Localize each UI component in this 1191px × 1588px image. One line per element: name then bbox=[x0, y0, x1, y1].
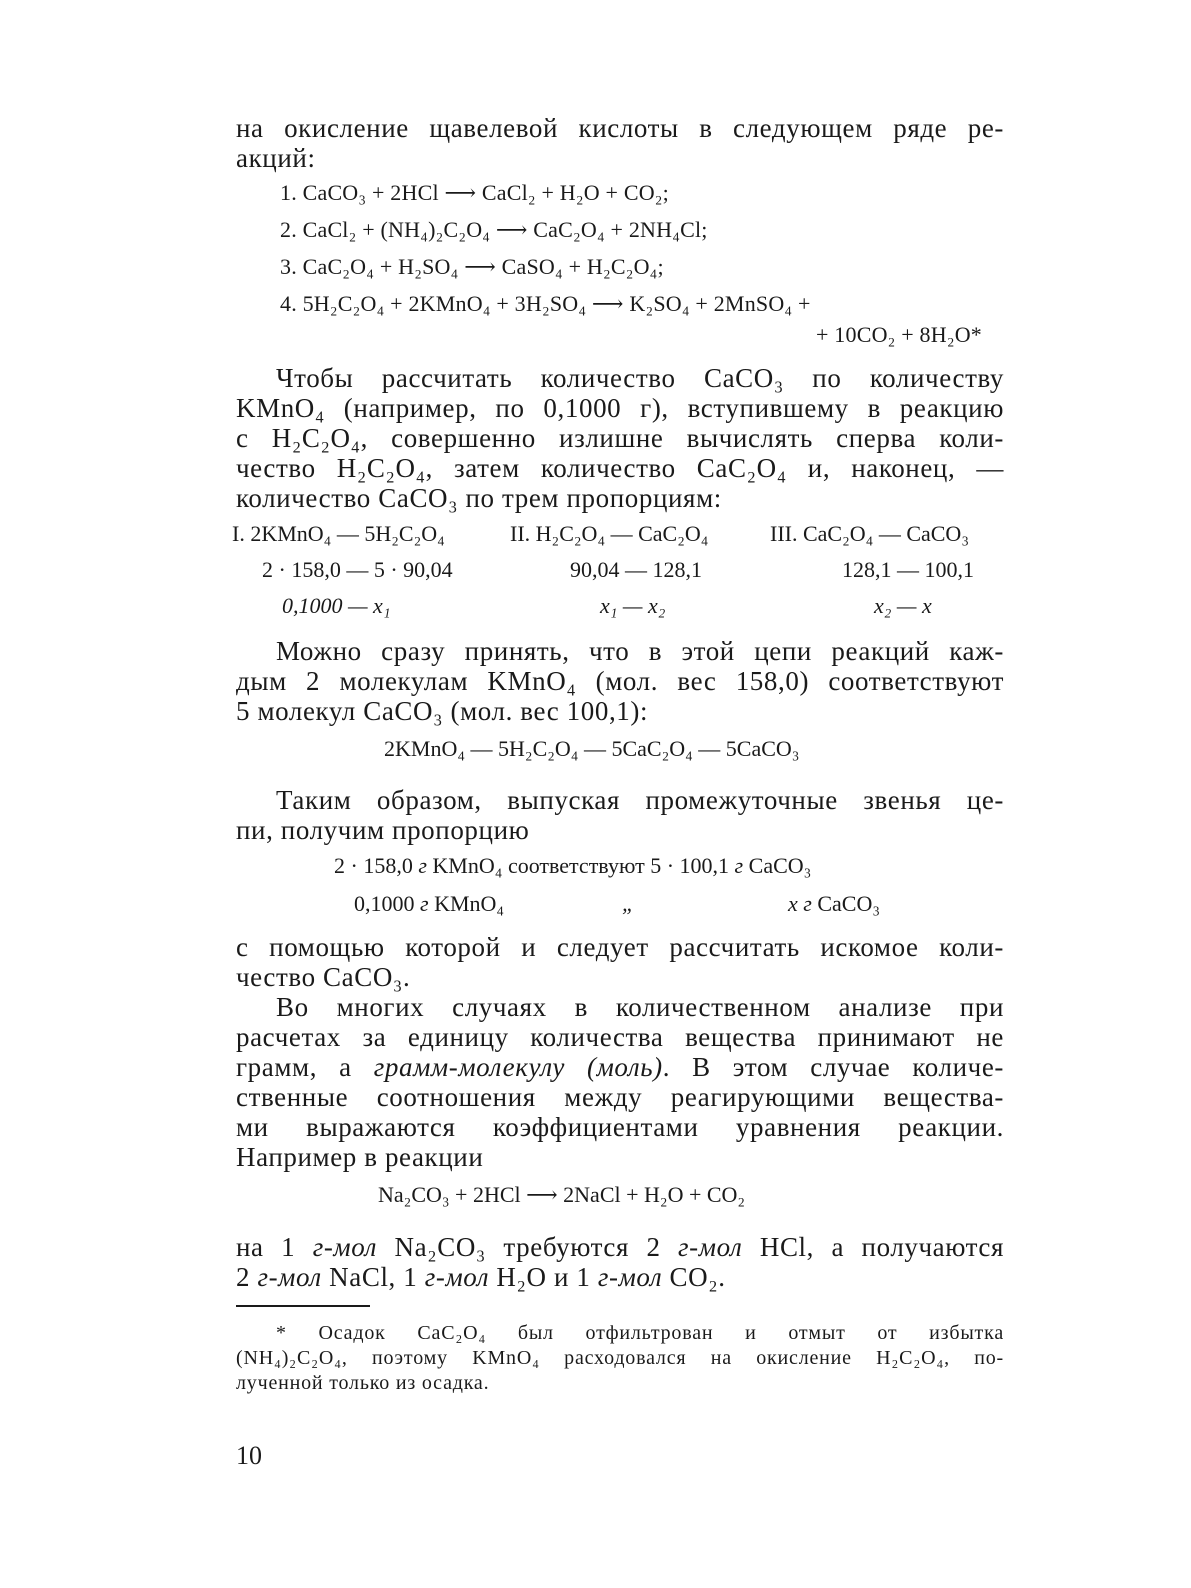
mass-value: 5 · 100,1 bbox=[650, 853, 730, 878]
paragraph-line: с H₂C₂O₄, совершенно излишне вычислять сперва коли- bbox=[236, 423, 1004, 453]
proportion-3-head: III. CaC₂O₄ — CaCO₃ bbox=[770, 521, 969, 546]
paragraph-line bbox=[236, 1232, 1004, 1262]
final-equation: Na₂CO₃ + 2HCl ⟶ 2NaCl + H₂O + CO₂ bbox=[378, 1182, 746, 1207]
unit-gmol: г-мол bbox=[597, 1262, 663, 1292]
mass-value: 0,1000 bbox=[354, 891, 415, 916]
paragraph-line: дым 2 молекулам KMnO₄ (мол. вес 158,0) соответствуют bbox=[236, 666, 1004, 696]
text-run: NaCl, 1 bbox=[321, 1262, 425, 1292]
text-run: . В этом случае количе- bbox=[662, 1052, 1004, 1082]
intro-line: акций: bbox=[236, 143, 316, 173]
substance: KMnO₄ bbox=[432, 853, 503, 878]
proportion-final-row1 bbox=[334, 853, 811, 879]
paragraph-line: ми выражаются коэффициентами уравнения реакции. bbox=[236, 1112, 1004, 1142]
footnote-line: (NH₄)₂C₂O₄, поэтому KMnO₄ расходовался на окисление H₂C₂O₄, по- bbox=[236, 1347, 1004, 1369]
proportion-2-row2: x₁ — x₂ bbox=[600, 593, 666, 618]
unit-gmol: г-мол bbox=[257, 1262, 322, 1292]
text-run: 2 bbox=[236, 1262, 258, 1292]
footnote-divider bbox=[236, 1305, 370, 1307]
mass-value: 2 · 158,0 bbox=[334, 853, 413, 878]
paragraph-line bbox=[236, 1052, 1004, 1082]
reaction-4: 4. 5H₂C₂O₄ + 2KMnO₄ + 3H₂SO₄ ⟶ K₂SO₄ + 2MnSO₄ + bbox=[280, 291, 811, 316]
proportion-2-head: II. H₂C₂O₄ — CaC₂O₄ bbox=[510, 521, 709, 546]
text-run: грамм, а bbox=[236, 1052, 374, 1082]
proportion-1-row1: 2 · 158,0 — 5 · 90,04 bbox=[262, 557, 453, 582]
text-run: HCl, а получаются bbox=[742, 1232, 1005, 1262]
unit-gmol: г-мол bbox=[312, 1232, 378, 1262]
ditto-mark: „ bbox=[622, 891, 635, 916]
paragraph-line: количество CaCO₃ по трем пропорциям: bbox=[236, 483, 722, 513]
proportion-1-head: I. 2KMnO₄ — 5H₂C₂O₄ bbox=[232, 521, 445, 546]
paragraph-line: Можно сразу принять, что в этой цепи реакций каж- bbox=[276, 636, 1004, 666]
paragraph-line: KMnO₄ (например, по 0,1000 г), вступившему в реакцию bbox=[236, 393, 1004, 423]
intro-line: на окисление щавелевой кислоты в следующем ряде ре- bbox=[236, 113, 1004, 143]
proportion-3-row1: 128,1 — 100,1 bbox=[842, 557, 974, 582]
paragraph-3 bbox=[236, 785, 1004, 845]
paragraph-line: с помощью которой и следует рассчитать искомое коли- bbox=[236, 932, 1004, 962]
paragraph-line: чество H₂C₂O₄, затем количество CaC₂O₄ и, наконец, — bbox=[236, 453, 1004, 483]
paragraph-line: Во многих случаях в количественном анализе при bbox=[276, 992, 1004, 1022]
unit-gmol: г-мол bbox=[424, 1262, 490, 1292]
paragraph-line: чество CaCO₃. bbox=[236, 962, 411, 992]
reaction-4-continuation: + 10CO₂ + 8H₂O* bbox=[816, 322, 982, 347]
text-run: H₂O и 1 bbox=[489, 1262, 598, 1292]
paragraph-line: Таким образом, выпуская промежуточные звенья це- bbox=[276, 785, 1004, 815]
paragraph-5 bbox=[236, 992, 1004, 1172]
paragraph-2 bbox=[236, 636, 1004, 726]
substance: KMnO₄ bbox=[434, 891, 505, 916]
paragraph-4 bbox=[236, 932, 1004, 992]
paragraph-line: пи, получим пропорцию bbox=[236, 815, 530, 845]
gram-unit: г bbox=[803, 891, 812, 916]
footnote-line: * Осадок CaC₂O₄ был отфильтрован и отмыт от избытка bbox=[276, 1322, 1004, 1344]
paragraph-line: Чтобы рассчитать количество CaCO₃ по количеству bbox=[276, 363, 1004, 393]
footnote-line: лученной только из осадка. bbox=[236, 1372, 490, 1394]
intro-paragraph bbox=[236, 113, 1004, 173]
unknown-x: x bbox=[788, 891, 798, 916]
reaction-2: 2. CaCl₂ + (NH₄)₂C₂O₄ ⟶ CaC₂O₄ + 2NH₄Cl; bbox=[280, 217, 708, 242]
relation-word: соответствуют bbox=[507, 853, 645, 878]
proportion-1-row2: 0,1000 — x₁ bbox=[282, 593, 391, 618]
paragraph-line: 5 молекул CaCO₃ (мол. вес 100,1): bbox=[236, 696, 649, 726]
paragraph-line: Например в реакции bbox=[236, 1142, 484, 1172]
emphasis-term: грамм-молекулу (моль) bbox=[373, 1052, 663, 1082]
footnote bbox=[236, 1321, 1004, 1396]
substance: CaCO₃ bbox=[817, 891, 881, 916]
text-run: CO₂. bbox=[662, 1262, 726, 1292]
page-number: 10 bbox=[236, 1441, 262, 1470]
proportion-3-row2: x₂ — x bbox=[874, 593, 932, 618]
gram-unit: г bbox=[734, 853, 744, 878]
paragraph-6 bbox=[236, 1232, 1004, 1292]
substance: CaCO₃ bbox=[748, 853, 812, 878]
proportion-2-row1: 90,04 — 128,1 bbox=[570, 557, 702, 582]
paragraph-line bbox=[236, 1262, 1004, 1292]
unit-gmol: г-мол bbox=[678, 1232, 743, 1262]
paragraph-1 bbox=[236, 363, 1004, 513]
proportion-final-row2-right bbox=[788, 891, 880, 917]
reaction-chain: 2KMnO₄ — 5H₂C₂O₄ — 5CaC₂O₄ — 5CaCO₃ bbox=[384, 736, 800, 761]
gram-unit: г bbox=[420, 891, 429, 916]
paragraph-line: расчетах за единицу количества вещества принимают не bbox=[236, 1022, 1004, 1052]
proportion-final-row2 bbox=[354, 891, 504, 917]
reaction-3: 3. CaC₂O₄ + H₂SO₄ ⟶ CaSO₄ + H₂C₂O₄; bbox=[280, 254, 664, 279]
reaction-1: 1. CaCO₃ + 2HCl ⟶ CaCl₂ + H₂O + CO₂; bbox=[280, 180, 669, 205]
text-run: Na₂CO₃ требуются 2 bbox=[377, 1232, 679, 1262]
text-run: на 1 bbox=[236, 1232, 313, 1262]
paragraph-line: ственные соотношения между реагирующими вещества- bbox=[236, 1082, 1004, 1112]
gram-unit: г bbox=[418, 853, 427, 878]
